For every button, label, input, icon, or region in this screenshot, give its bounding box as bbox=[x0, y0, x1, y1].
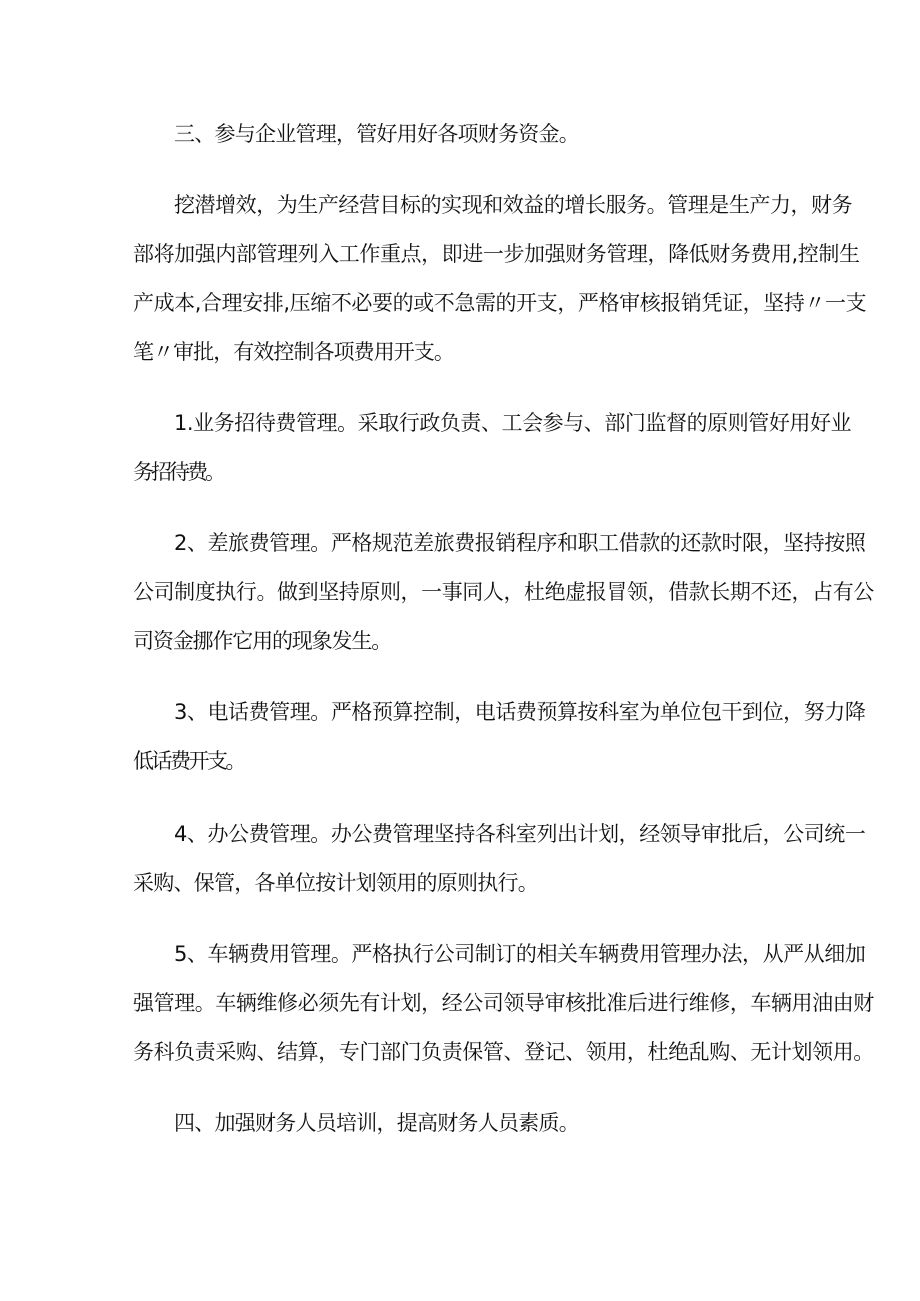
item-4-line-2: 采购、保管，各单位按计划领用的原则执行。 bbox=[133, 871, 538, 895]
item-3-line-2: 低话费开支。 bbox=[133, 749, 244, 773]
item-1-line-2: 务招待费。 bbox=[133, 460, 223, 484]
item-5-line-1: 5、车辆费用管理。严格执行公司制订的相关车辆费用管理办法，从严从细加 bbox=[174, 942, 866, 966]
item-2-line-1: 2、差旅费管理。严格规范差旅费报销程序和职工借款的还款时限，坚持按照 bbox=[174, 531, 866, 555]
paragraph-intro-line-4: 笔〃审批，有效控制各项费用开支。 bbox=[133, 340, 454, 364]
item-2-line-2: 公司制度执行。做到坚持原则，一事同人，杜绝虚报冒领，借款长期不还，占有公 bbox=[133, 580, 874, 604]
section-heading-3: 三、参与企业管理，管好用好各项财务资金。 bbox=[174, 122, 579, 146]
item-4-line-1: 4、办公费管理。办公费管理坚持各科室列出计划，经领导审批后，公司统一 bbox=[174, 822, 866, 846]
item-2-line-3: 司资金挪作它用的现象发生。 bbox=[133, 629, 392, 653]
paragraph-intro-line-1: 挖潜增效，为生产经营目标的实现和效益的增长服务。管理是生产力，财务 bbox=[174, 193, 853, 217]
item-1-line-1: 1.业务招待费管理。采取行政负责、工会参与、部门监督的原则管好用好业 bbox=[174, 411, 852, 435]
item-5-line-3: 务科负责采购、结算，专门部门负责保管、登记、领用，杜绝乱购、无计划领用。 bbox=[133, 1040, 874, 1064]
item-3-line-1: 3、电话费管理。严格预算控制，电话费预算按科室为单位包干到位，努力降 bbox=[174, 700, 866, 724]
section-heading-4: 四、加强财务人员培训，提高财务人员素质。 bbox=[174, 1111, 579, 1135]
item-5-line-2: 强管理。车辆维修必须先有计划，经公司领导审核批准后进行维修，车辆用油由财 bbox=[133, 991, 874, 1015]
paragraph-intro-line-3: 产成本,合理安排,压缩不必要的或不急需的开支，严格审核报销凭证，坚持〃一支 bbox=[133, 291, 867, 315]
paragraph-intro-line-2: 部将加强内部管理列入工作重点，即进一步加强财务管理，降低财务费用,控制生 bbox=[133, 242, 860, 266]
